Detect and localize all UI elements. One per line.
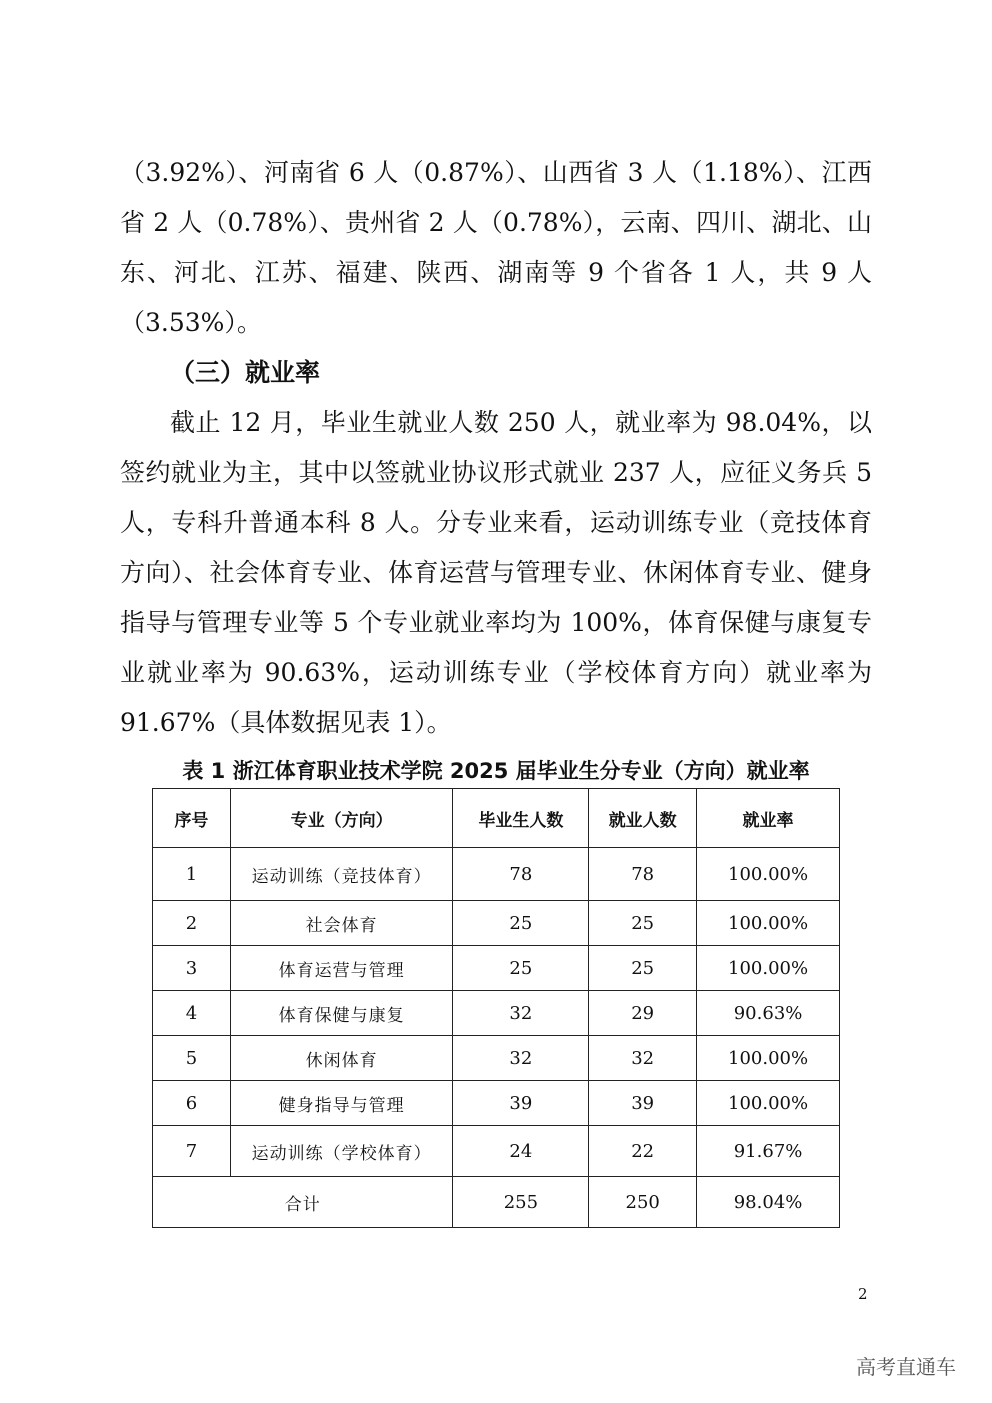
- cell-total-graduates: 255: [453, 1177, 589, 1228]
- cell-index: 7: [153, 1126, 231, 1177]
- table-header-row: [153, 789, 840, 848]
- table-row: [153, 946, 840, 991]
- page-number: 2: [858, 1285, 868, 1303]
- table-row: [153, 1126, 840, 1177]
- cell-graduates: 25: [453, 901, 589, 946]
- cell-index: 4: [153, 991, 231, 1036]
- cell-employed: 78: [589, 848, 697, 901]
- cell-rate: 91.67%: [697, 1126, 840, 1177]
- header-rate: 就业率: [697, 789, 840, 848]
- cell-rate: 100.00%: [697, 1036, 840, 1081]
- cell-index: 1: [153, 848, 231, 901]
- cell-rate: 100.00%: [697, 901, 840, 946]
- cell-major: 运动训练（竞技体育）: [230, 848, 453, 901]
- cell-major: 体育保健与康复: [230, 991, 453, 1036]
- cell-rate: 100.00%: [697, 1081, 840, 1126]
- header-index: 序号: [153, 789, 231, 848]
- cell-employed: 25: [589, 946, 697, 991]
- header-employed: 就业人数: [589, 789, 697, 848]
- table-caption: 表 1 浙江体育职业技术学院 2025 届毕业生分专业（方向）就业率: [182, 759, 810, 783]
- table-row: [153, 1036, 840, 1081]
- cell-rate: 100.00%: [697, 946, 840, 991]
- header-major: 专业（方向）: [230, 789, 453, 848]
- table-row: [153, 848, 840, 901]
- cell-index: 3: [153, 946, 231, 991]
- cell-total-employed: 250: [589, 1177, 697, 1228]
- cell-index: 2: [153, 901, 231, 946]
- cell-graduates: 32: [453, 1036, 589, 1081]
- cell-index: 5: [153, 1036, 231, 1081]
- body-paragraph-employment-rate: 截止 12 月，毕业生就业人数 250 人，就业率为 98.04%，以签约就业为主，其中以签就业协议形式就业 237 人，应征义务兵 5 人，专科升普通本科 8 人。分专业来看，运动训练专业（竞技体育方向）、社会体育专业、体育运营与管理专业、休闲体育专业、健身指导与管理专业等 5 个专业就业率均为 100%，体育保健与康复专业就业率为 90.63%，运动训练专业（学校体育方向）就业率为 91.67%（具体数据见表 1）。: [120, 408, 872, 737]
- cell-graduates: 32: [453, 991, 589, 1036]
- cell-major: 健身指导与管理: [230, 1081, 453, 1126]
- cell-graduates: 24: [453, 1126, 589, 1177]
- body-paragraph-provinces: （3.92%）、河南省 6 人（0.87%）、山西省 3 人（1.18%）、江西省 2 人（0.78%）、贵州省 2 人（0.78%），云南、四川、湖北、山东、河北、江苏、福建、陕西、湖南等 9 个省各 1 人，共 9 人（3.53%）。: [120, 158, 872, 337]
- cell-employed: 29: [589, 991, 697, 1036]
- watermark: 高考直通车: [856, 1355, 956, 1379]
- table-row: [153, 1081, 840, 1126]
- cell-total-rate: 98.04%: [697, 1177, 840, 1228]
- cell-rate: 90.63%: [697, 991, 840, 1036]
- header-graduates: 毕业生人数: [453, 789, 589, 848]
- cell-employed: 39: [589, 1081, 697, 1126]
- table-row: [153, 991, 840, 1036]
- cell-employed: 25: [589, 901, 697, 946]
- cell-graduates: 25: [453, 946, 589, 991]
- cell-rate: 100.00%: [697, 848, 840, 901]
- cell-graduates: 39: [453, 1081, 589, 1126]
- cell-graduates: 78: [453, 848, 589, 901]
- cell-major: 社会体育: [230, 901, 453, 946]
- section-heading: （三）就业率: [170, 358, 321, 387]
- cell-employed: 22: [589, 1126, 697, 1177]
- cell-major: 运动训练（学校体育）: [230, 1126, 453, 1177]
- table-total-row: [153, 1177, 840, 1228]
- cell-index: 6: [153, 1081, 231, 1126]
- cell-total-label: 合计: [153, 1177, 453, 1228]
- table-row: [153, 901, 840, 946]
- cell-major: 体育运营与管理: [230, 946, 453, 991]
- cell-major: 休闲体育: [230, 1036, 453, 1081]
- employment-rate-table: [152, 788, 840, 1228]
- cell-employed: 32: [589, 1036, 697, 1081]
